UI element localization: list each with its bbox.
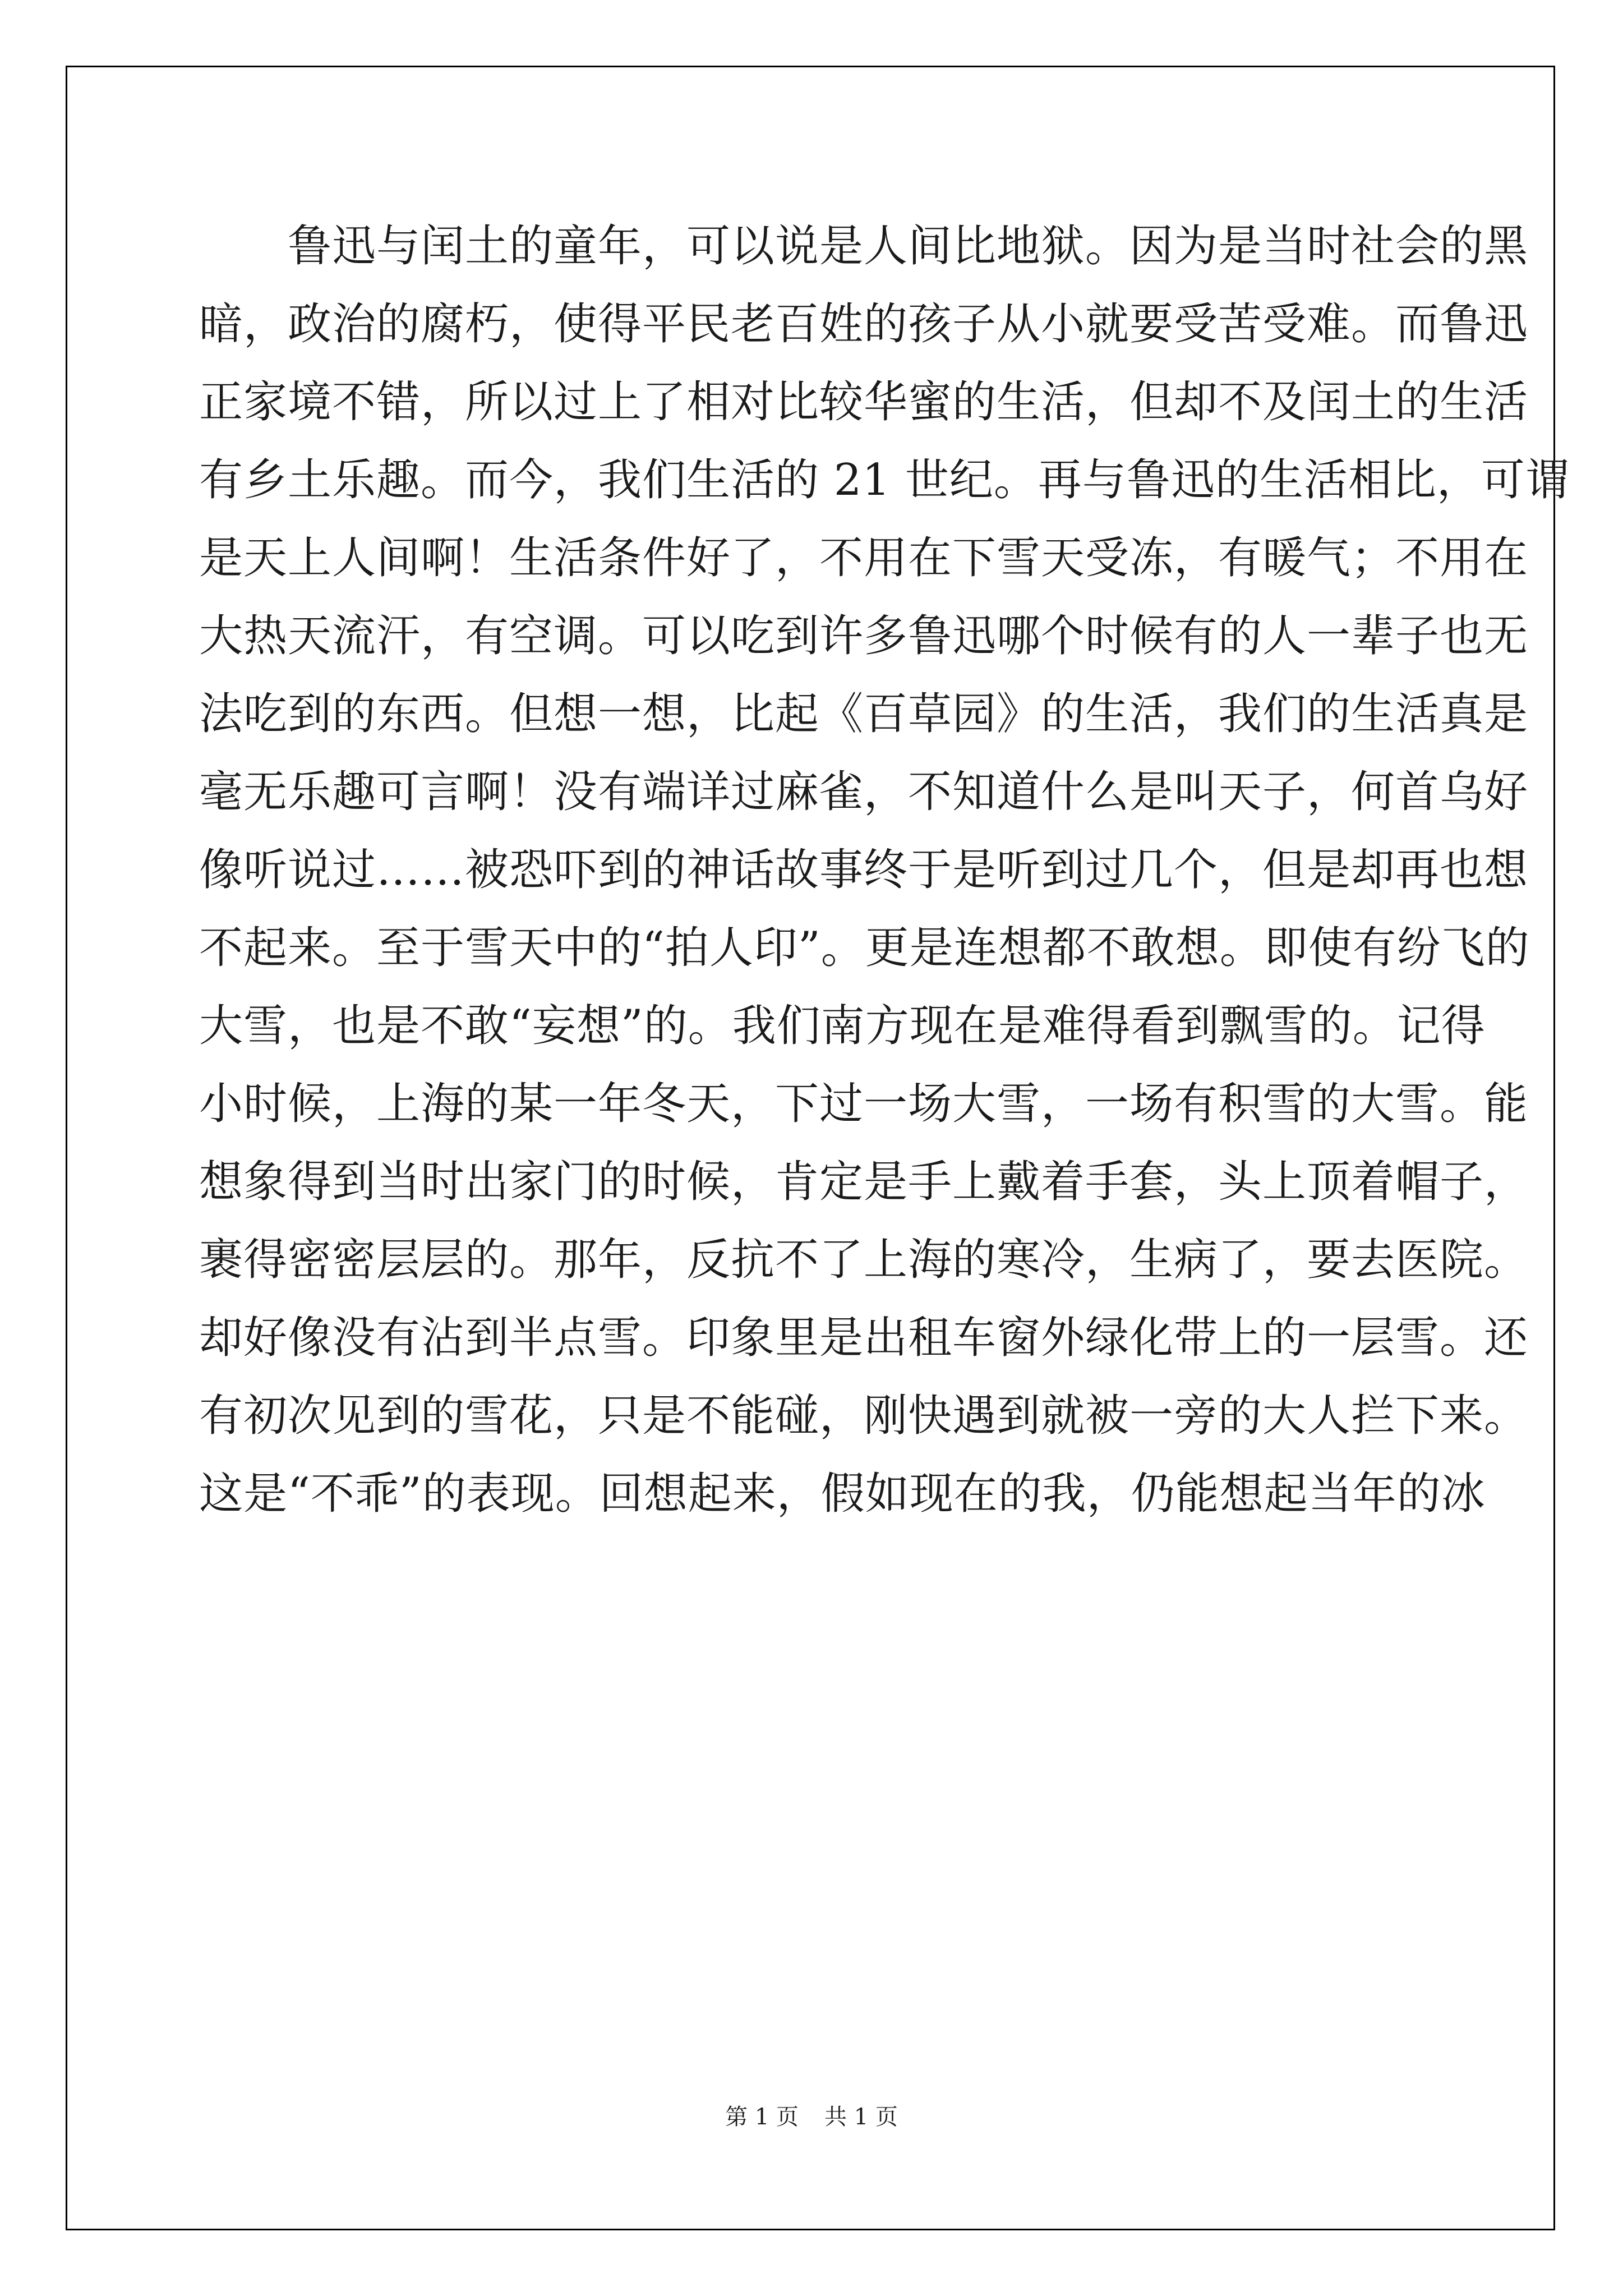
page-number: 第 1 页 [725, 2104, 799, 2130]
page-footer [0, 2099, 1623, 2131]
text-line: 大热天流汗，有空调。可以吃到许多鲁迅哪个时候有的人一辈子也无 [199, 611, 1529, 661]
text-line: 却好像没有沾到半点雪。印象里是出租车窗外绿化带上的一层雪。还 [199, 1313, 1529, 1363]
text-line: 毫无乐趣可言啊！没有端详过麻雀，不知道什么是叫天子，何首乌好 [199, 767, 1529, 817]
text-line: 暗，政治的腐朽，使得平民老百姓的孩子从小就要受苦受难。而鲁迅 [199, 299, 1529, 349]
text-line: 有乡土乐趣。而今，我们生活的 21 世纪。再与鲁迅的生活相比，可谓 [199, 455, 1570, 505]
text-line: 是天上人间啊！生活条件好了，不用在下雪天受冻，有暖气；不用在 [199, 533, 1529, 583]
text-line: 想象得到当时出家门的时候，肯定是手上戴着手套，头上顶着帽子， [199, 1157, 1529, 1207]
text-line: 大雪，也是不敢“妄想”的。我们南方现在是难得看到飘雪的。记得 [199, 1001, 1486, 1051]
document-body [199, 208, 1570, 1533]
text-line: 像听说过……被恐吓到的神话故事终于是听到过几个，但是却再也想 [199, 845, 1529, 895]
page-total: 共 1 页 [824, 2104, 898, 2130]
text-line: 鲁迅与闰土的童年，可以说是人间比地狱。因为是当时社会的黑 [199, 221, 1529, 272]
text-line: 法吃到的东西。但想一想，比起《百草园》的生活，我们的生活真是 [199, 689, 1529, 739]
text-line: 正家境不错，所以过上了相对比较华蜜的生活，但却不及闰土的生活 [199, 377, 1529, 427]
text-line: 不起来。至于雪天中的“拍人印”。更是连想都不敢想。即使有纷飞的 [199, 923, 1530, 973]
text-line: 有初次见到的雪花，只是不能碰，刚快遇到就被一旁的大人拦下来。 [199, 1391, 1529, 1441]
text-line: 裹得密密层层的。那年，反抗不了上海的寒冷，生病了，要去医院。 [199, 1235, 1529, 1285]
text-line: 这是“不乖”的表现。回想起来，假如现在的我，仍能想起当年的冰 [199, 1469, 1486, 1519]
text-line: 小时候，上海的某一年冬天，下过一场大雪，一场有积雪的大雪。能 [199, 1079, 1529, 1129]
